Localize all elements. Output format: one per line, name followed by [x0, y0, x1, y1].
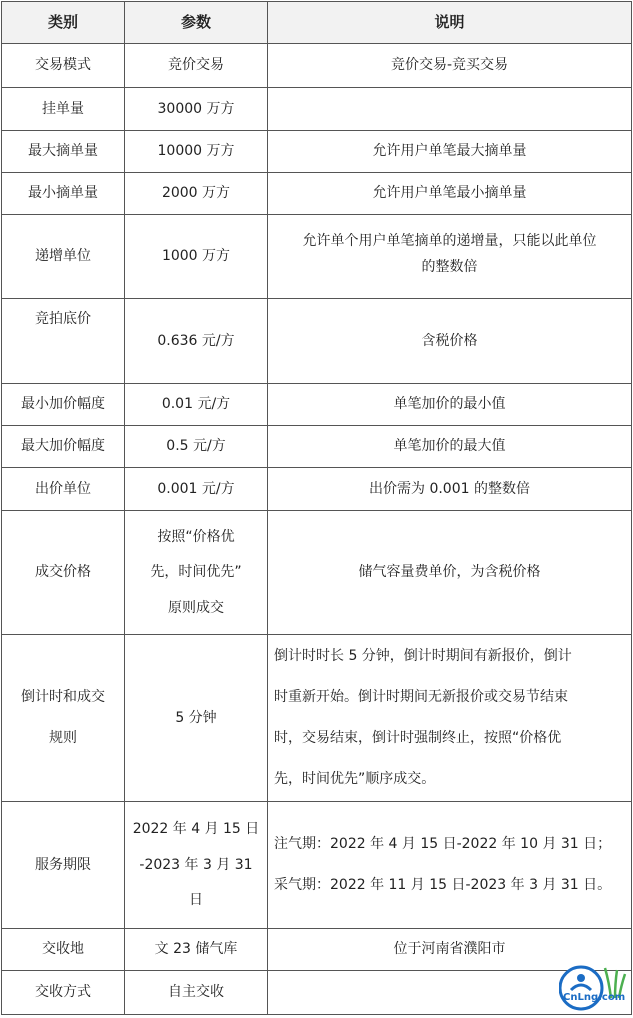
row-description: 含税价格 — [268, 299, 632, 384]
header-description: 说明 — [268, 2, 632, 44]
cnlng-logo-icon — [559, 962, 631, 1014]
table-row — [2, 173, 632, 215]
row-parameter: 0.636 元/方 — [125, 299, 268, 384]
row-category: 交易模式 — [2, 44, 125, 88]
table-row — [2, 468, 632, 511]
row-category: 最大摘单量 — [2, 131, 125, 173]
row-parameter: 5 分钟 — [125, 635, 268, 802]
row-parameter: 自主交收 — [125, 971, 268, 1015]
row-category: 出价单位 — [2, 468, 125, 511]
row-parameter — [125, 511, 268, 635]
row-parameter: 文 23 储气库 — [125, 929, 268, 971]
table-row — [2, 215, 632, 299]
row-description: 单笔加价的最大值 — [268, 426, 632, 468]
row-category: 交收地 — [2, 929, 125, 971]
row-description: 允许用户单笔最小摘单量 — [268, 173, 632, 215]
table-row — [2, 44, 632, 88]
row-category: 最小加价幅度 — [2, 384, 125, 426]
table-row — [2, 426, 632, 468]
table-row — [2, 929, 632, 971]
description-line: 时，交易结束，倒计时强制终止，按照“价格优 — [274, 730, 562, 746]
row-parameter — [125, 802, 268, 929]
row-category: 最大加价幅度 — [2, 426, 125, 468]
parameter-line: 日 — [189, 892, 203, 908]
row-description: 位于河南省濮阳市 — [268, 929, 632, 971]
description-line: 先，时间优先”顺序成交。 — [274, 771, 436, 787]
row-category: 成交价格 — [2, 511, 125, 635]
row-description — [268, 802, 632, 929]
table-row — [2, 635, 632, 802]
parameter-line: 按照“价格优 — [157, 529, 235, 545]
header-parameter: 参数 — [125, 2, 268, 44]
row-parameter: 1000 万方 — [125, 215, 268, 299]
table-row — [2, 131, 632, 173]
parameter-line: 2022 年 4 月 15 日 — [132, 821, 260, 837]
row-parameter: 0.5 元/方 — [125, 426, 268, 468]
parameter-table — [1, 1, 632, 1015]
row-description — [268, 635, 632, 802]
row-description: 出价需为 0.001 的整数倍 — [268, 468, 632, 511]
table-row — [2, 88, 632, 131]
row-parameter: 10000 万方 — [125, 131, 268, 173]
row-category: 递增单位 — [2, 215, 125, 299]
row-category: 挂单量 — [2, 88, 125, 131]
table-row — [2, 971, 632, 1015]
description-line: 的整数倍 — [421, 259, 478, 275]
table-header-row — [2, 2, 632, 44]
description-line: 时重新开始。倒计时期间无新报价或交易节结束 — [274, 689, 568, 705]
category-line: 倒计时和成交 — [21, 689, 105, 705]
row-category — [2, 635, 125, 802]
description-line: 注气期：2022 年 4 月 15 日-2022 年 10 月 31 日； — [274, 836, 612, 852]
header-category: 类别 — [2, 2, 125, 44]
row-description — [268, 88, 632, 131]
row-description: 允许用户单笔最大摘单量 — [268, 131, 632, 173]
table-row — [2, 384, 632, 426]
row-parameter: 0.001 元/方 — [125, 468, 268, 511]
row-parameter: 2000 万方 — [125, 173, 268, 215]
description-line: 采气期：2022 年 11 月 15 日-2023 年 3 月 31 日。 — [274, 877, 612, 893]
table-row — [2, 299, 632, 384]
row-description — [268, 215, 632, 299]
table-row — [2, 802, 632, 929]
row-category: 竞拍底价 — [2, 299, 125, 384]
row-description: 竞价交易-竞买交易 — [268, 44, 632, 88]
row-description: 单笔加价的最小值 — [268, 384, 632, 426]
row-parameter: 0.01 元/方 — [125, 384, 268, 426]
row-parameter: 30000 万方 — [125, 88, 268, 131]
table-row — [2, 511, 632, 635]
description-line: 倒计时时长 5 分钟，倒计时期间有新报价，倒计 — [274, 648, 572, 664]
parameter-line: -2023 年 3 月 31 — [139, 857, 253, 873]
row-category: 交收方式 — [2, 971, 125, 1015]
row-parameter: 竞价交易 — [125, 44, 268, 88]
logo-text: CnLng.com — [563, 992, 626, 1003]
row-description: 储气容量费单价，为含税价格 — [268, 511, 632, 635]
parameter-line: 原则成交 — [168, 600, 224, 616]
parameter-line: 先，时间优先” — [150, 564, 242, 580]
cnlng-logo — [559, 962, 631, 1014]
row-category: 最小摘单量 — [2, 173, 125, 215]
row-category: 服务期限 — [2, 802, 125, 929]
category-line: 规则 — [49, 730, 77, 746]
description-line: 允许单个用户单笔摘单的递增量，只能以此单位 — [302, 233, 597, 249]
